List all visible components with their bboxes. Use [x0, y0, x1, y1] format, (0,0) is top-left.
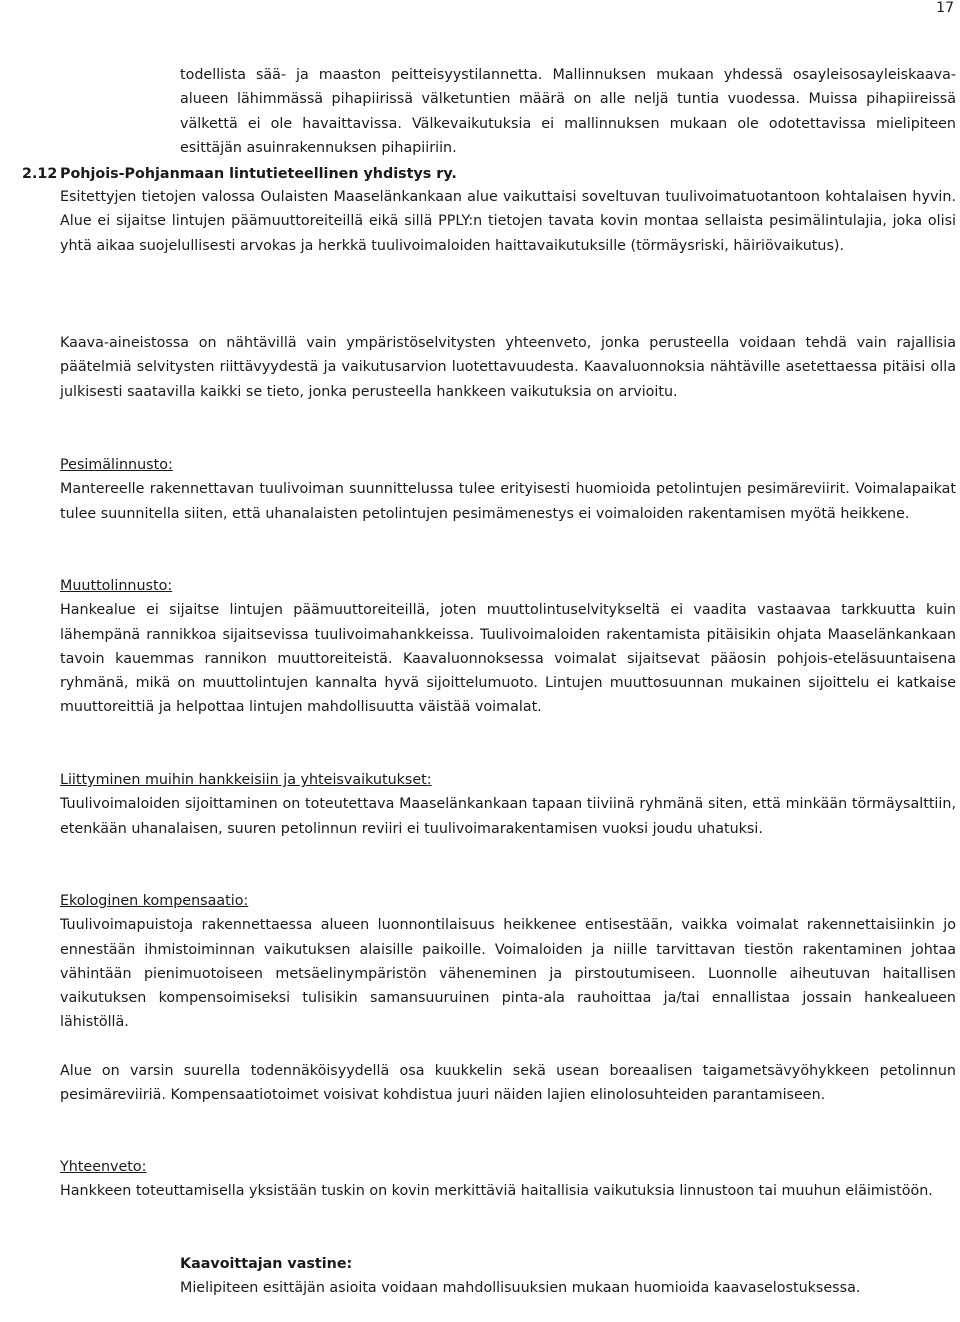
text-breeding-birds: Mantereelle rakennettavan tuulivoiman suunnittelussa tulee erityisesti huomioida petolintujen pesimäreviirit. Voimalapaikat tulee suunnitella siiten, että uhanalaisten petolintujen pesimämenestys ei voimaloiden rakentamisen myötä heikkene.: [60, 481, 956, 522]
section-migratory-birds: [60, 574, 956, 720]
paragraph-area-species: Alue on varsin suurella todennäköisyydellä osa kuukkelin sekä usean boreaalisen taigametsävyöhykkeen petolinnun pesimäreviiriä. Kompensaatiotoimet voisivat kohdistua juuri näiden lajien elinolosuhteiden parantamiseen.: [60, 1063, 956, 1104]
section-heading: [22, 162, 457, 186]
paragraph-assessment: Esitettyjen tietojen valossa Oulaisten Maaselänkankaan alue vaikuttaisi soveltuvan tuulivoimatuotantoon kohtalaisen hyvin. Alue ei sijaitse lintujen päämuuttoreiteillä eikä sillä PPLY:n tietojen tavata kovin montaa sellaista pesimälintulajia, joka olisi yhtä aikaa suojelullisesti arvokas ja herkkä tuulivoimaloiden haittavaikutuksille (törmäysriski, häiriövaikutus).: [60, 189, 956, 254]
subheading-planner-response: Kaavoittajan vastine:: [180, 1256, 353, 1272]
section-cumulative-effects: [60, 768, 956, 841]
intro-paragraph: todellista sää- ja maaston peitteisyystilannetta. Mallinnuksen mukaan yhdessä osayleisosayleiskaava-alueen lähimmässä pihapiirissä välketuntien määrä on alle neljä tuntia vuodessa. Muissa pihapiireissä välkettä ei ole havaittavissa. Välkevaikutuksia ei mallinnuksen mukaan ole odotettavissa mielipiteen esittäjän asuinrakennuksen pihapiiriin.: [180, 67, 956, 156]
subheading-summary: Yhteenveto:: [60, 1159, 147, 1175]
text-ecological-compensation: Tuulivoimapuistoja rakennettaessa alueen luonnontilaisuus heikkenee entisestään, vaikka voimalat rakennettaisiinkin jo ennestään ihmistoiminnan vaikutuksen alaisille paikoille. Voimaloiden ja niille tarvittavan tiestön rakentaminen johtaa vähintään pienimuotoiseen metsäelinympäristön väheneminen ja pirstoutumiseen. Luonnolle aiheutuvan haitallisen vaikutuksen kompensoimiseksi tulisikin samansuuruinen pinta-ala rauhoittaa ja/tai ennallistaa jossain hankealueen lähistöllä.: [60, 917, 956, 1031]
section-breeding-birds: [60, 453, 956, 526]
section-ecological-compensation: [60, 889, 956, 1035]
section-number: 2.12: [22, 166, 58, 182]
section-title: Pohjois-Pohjanmaan lintutieteellinen yhdistys ry.: [60, 166, 457, 182]
subheading-breeding-birds: Pesimälinnusto:: [60, 457, 173, 473]
text-cumulative-effects: Tuulivoimaloiden sijoittaminen on toteutettava Maaselänkankaan tapaan tiiviinä ryhmänä siten, että minkään törmäysalttiin, etenkään uhanalaisen, suuren petolinnun reviiri ei tuulivoimarakentamisen vuoksi joudu uhatuksi.: [60, 796, 956, 837]
text-migratory-birds: Hankealue ei sijaitse lintujen päämuuttoreiteillä, joten muuttolintuselvitykseltä ei vaadita vastaavaa tarkkuutta kuin lähempänä rannikkoa sijaitsevissa tuulivoimahankkeissa. Tuulivoimaloiden rakentamista pitäisikin ohjata Maaselänkankaan tavoin kauemmas rannikon muuttoreiteistä. Kaavaluonnoksessa voimalat sijaitsevat pääosin pohjois-eteläsuuntaisena ryhmänä, mikä on muuttolintujen kannalta hyvä sijoittelumuoto. Lintujen muuttosuunnan mukainen sijoittelu ei katkaise muuttoreittiä ja helpottaa lintujen mahdollisuutta väistää voimalat.: [60, 602, 956, 716]
text-planner-response: Mielipiteen esittäjän asioita voidaan mahdollisuuksien mukaan huomioida kaavaselostuksessa.: [180, 1280, 861, 1297]
subheading-cumulative-effects: Liittyminen muihin hankkeisiin ja yhteisvaikutukset:: [60, 772, 432, 788]
subheading-ecological-compensation: Ekologinen kompensaatio:: [60, 893, 249, 909]
text-summary: Hankkeen toteuttamisella yksistään tuskin on kovin merkittäviä haitallisia vaikutuksia linnustoon tai muuhun eläimistöön.: [60, 1183, 933, 1200]
page-number: 17: [936, 0, 954, 16]
paragraph-material: Kaava-aineistossa on nähtävillä vain ympäristöselvitysten yhteenveto, jonka perusteella voidaan tehdä vain rajallisia päätelmiä selvitysten riittävyydestä ja vaikutusarvion luotettavuudesta. Kaavaluonnoksia nähtäville asetettaessa pitäisi olla julkisesti saatavilla kaikki se tieto, jonka perusteella hankkeen vaikutuksia on arvioitu.: [60, 335, 956, 400]
section-summary: [60, 1155, 956, 1204]
section-planner-response: [180, 1252, 956, 1301]
subheading-migratory-birds: Muuttolinnusto:: [60, 578, 173, 594]
